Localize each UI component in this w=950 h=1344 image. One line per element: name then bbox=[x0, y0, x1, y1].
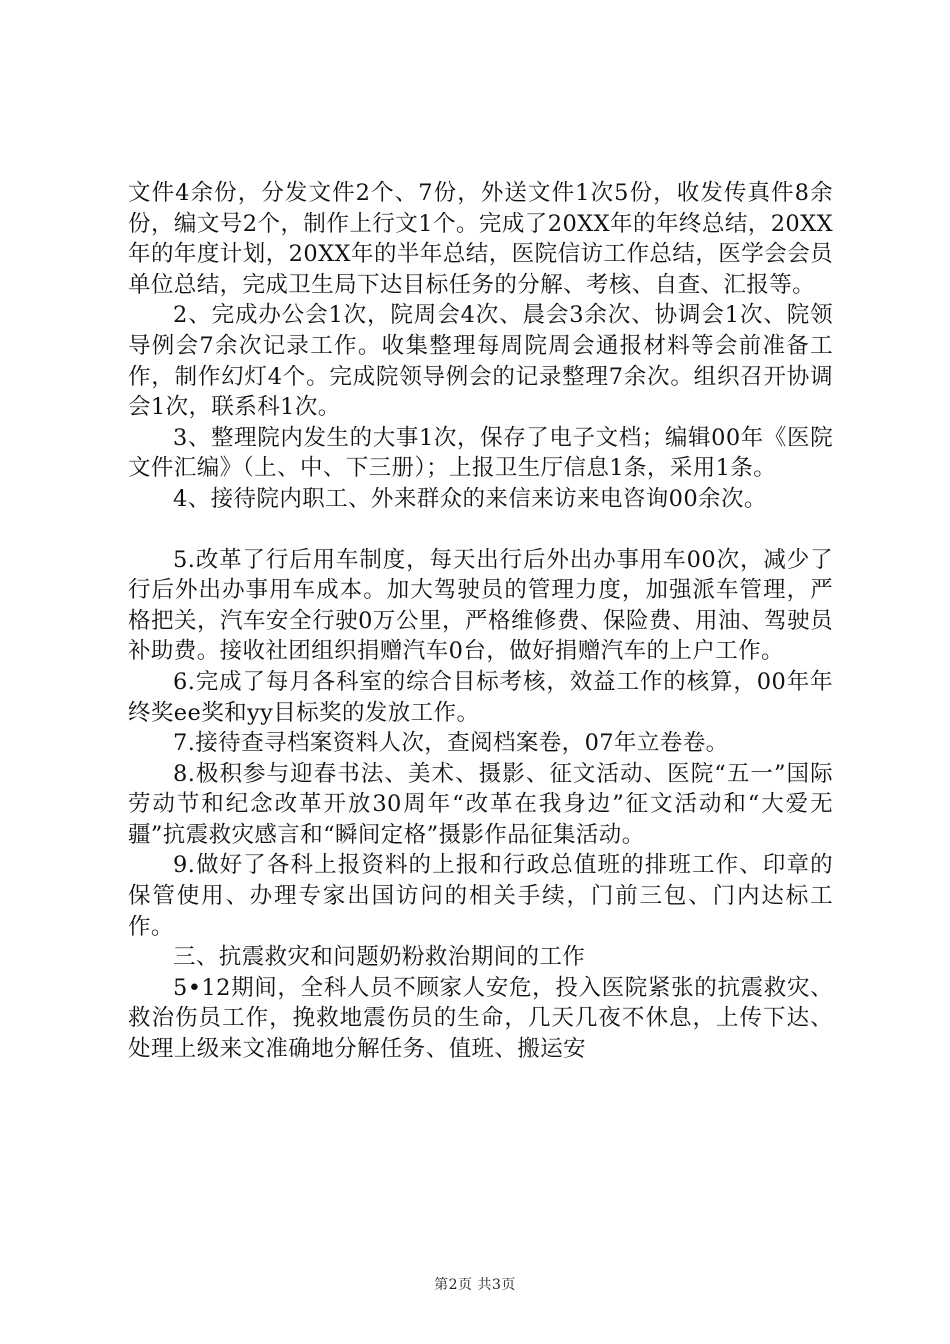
section-heading: 三、抗震救灾和问题奶粉救治期间的工作 bbox=[173, 944, 586, 971]
paragraph-item-2: 2、完成办公会1次，院周会4次、晨会3余次、协调会1次、院领导例会7余次记录工作。收集整理每周院周会通报材料等会前准备工作，制作幻灯4个。完成院领导例会的记录整理7余次。组织召开协调会1次，联系科1次。 bbox=[128, 302, 833, 421]
document-body bbox=[128, 178, 833, 1065]
paragraph-item-6: 6.完成了每月各科室的综合目标考核，效益工作的核算，00年年终奖ee奖和yy目标奖的发放工作。 bbox=[128, 668, 833, 726]
page-footer: 第2页 共3页 bbox=[434, 1277, 516, 1293]
paragraph-continued: 文件4余份，分发文件2个、7份，外送文件1次5份，收发传真件8余份，编文号2个，制作上行文1个。完成了20XX年的年终总结，20XX年的年度计划，20XX年的半年总结，医院信访工作总结，医学会会员单位总结，完成卫生局下达目标任务的分解、考核、自查、汇报等。 bbox=[128, 180, 833, 298]
paragraph-item-8: 8.极积参与迎春书法、美术、摄影、征文活动、医院“五一”国际劳动节和纪念改革开放30周年“改革在我身边”征文活动和“大爱无疆”抗震救灾感言和“瞬间定格”摄影作品征集活动。 bbox=[128, 760, 833, 848]
paragraph-item-5: 5.改革了行后用车制度，每天出行后外出办事用车00次，减少了行后外出办事用车成本。加大驾驶员的管理力度，加强派车管理，严格把关，汽车安全行驶0万公里，严格维修费、保险费、用油、驾驶员补助费。接收社团组织捐赠汽车0台，做好捐赠汽车的上户工作。 bbox=[128, 546, 833, 665]
paragraph-earthquake: 5•12期间，全科人员不顾家人安危，投入医院紧张的抗震救灾、救治伤员工作，挽救地震伤员的生命，几天几夜不休息，上传下达、处理上级来文准确地分解任务、值班、搬运安 bbox=[128, 974, 833, 1063]
paragraph-item-9: 9.做好了各科上报资料的上报和行政总值班的排班工作、印章的保管使用、办理专家出国访问的相关手续，门前三包、门内达标工作。 bbox=[128, 852, 833, 940]
paragraph-item-4: 4、接待院内职工、外来群众的来信来访来电咨询00余次。 bbox=[173, 485, 767, 512]
paragraph-item-7: 7.接待查寻档案资料人次，查阅档案卷，07年立卷卷。 bbox=[173, 730, 729, 757]
paragraph-item-3: 3、整理院内发生的大事1次，保存了电子文档；编辑00年《医院文件汇编》（上、中、下三册）；上报卫生厅信息1条，采用1条。 bbox=[128, 424, 833, 482]
